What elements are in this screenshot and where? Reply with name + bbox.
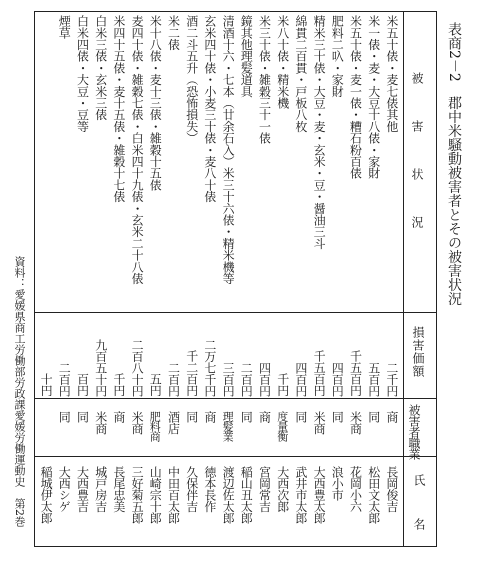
header-amount: 損害価額 (411, 326, 425, 378)
damage-cell: 精米三十俵・大豆・麦・玄米・豆・醤油三斗 (312, 15, 327, 250)
damage-cell: 麦四十俵・雑穀七俵・白米四十九俵・玄米二十八俵 (130, 15, 145, 285)
amount-cell: 三百円 (221, 361, 236, 396)
damage-cell: 米五十俵・麦七俵其他 (384, 15, 399, 133)
name-cell: 松田文太郎 (366, 466, 381, 524)
name-cell: 大西シゲ (57, 466, 72, 512)
name-cell: 徳本長作 (202, 466, 217, 512)
amount-cell: 四百円 (330, 361, 345, 396)
name-cell: 山崎宗十郎 (148, 466, 163, 524)
name-cell: 三好菊五郎 (130, 466, 145, 524)
amount-cell: 二百円 (239, 361, 254, 396)
damage-cell: 米十八俵・麦十三俵・雑穀十五俵 (148, 15, 163, 191)
name-cell: 大西豊太郎 (312, 466, 327, 524)
damage-cell: 煙草 (57, 15, 72, 39)
damage-cell: 米四十五俵・麦十五俵・雑穀十七俵 (111, 15, 126, 203)
name-cell: 久保伴吉 (184, 466, 199, 512)
occupation-cell: 理髪業 (221, 411, 235, 441)
name-cell: 稲山丑太郎 (239, 466, 254, 524)
name-cell: 渡辺佐太郎 (221, 466, 236, 524)
occupation-cell: 同 (184, 411, 199, 423)
amount-cell: 二千円 (384, 361, 399, 396)
occupation-cell: 商 (111, 411, 126, 423)
occupation-cell: 商 (384, 411, 399, 423)
occupation-cell: 度量衡 (275, 411, 289, 441)
damage-cell: 玄米四十俵・小麦三十俵・麦八十俵 (202, 15, 217, 203)
amount-cell: 千五百円 (348, 350, 363, 396)
occupation-cell: 同 (57, 411, 72, 423)
amount-cell: 五百円 (366, 361, 381, 396)
amount-cell: 二百円 (166, 361, 181, 396)
occupation-cell: 米商 (348, 411, 363, 434)
name-cell: 花岡小六 (348, 466, 363, 512)
occupation-cell: 酒店 (166, 411, 181, 434)
amount-cell: 四百円 (257, 361, 272, 396)
name-cell: 宮岡常吉 (257, 466, 272, 512)
occupation-cell: 商 (257, 411, 272, 423)
amount-cell: 九百五十円 (93, 338, 108, 396)
occupation-cell: 肥料商 (148, 411, 162, 441)
occupation-cell: 米商 (130, 411, 145, 434)
damage-cell: 肥料二叺・家財 (330, 15, 345, 97)
header-occupation: 被害者職業 (407, 404, 421, 459)
name-cell: 大西豊吉 (75, 466, 90, 512)
name-cell: 大西次郎 (275, 466, 290, 512)
damage-table (34, 11, 437, 547)
occupation-cell: 米商 (312, 411, 327, 434)
occupation-cell: 同 (366, 411, 381, 423)
source-note: 資料：愛媛県商工労働部労政課愛媛労働運動史 第2巻 (13, 256, 26, 527)
header-column-divider (403, 12, 404, 546)
damage-cell: 米五十俵・麦一俵・糟石粉百俵 (348, 15, 363, 179)
damage-cell: 米二俵 (166, 15, 181, 51)
damage-cell: 米一俵・麦・大豆十八俵・家財 (366, 15, 381, 179)
damage-cell: 米八十俵・精米機 (275, 15, 290, 109)
occupation-cell: 同 (293, 411, 308, 423)
occupation-cell: 米商 (93, 411, 108, 434)
amount-cell: 四百円 (293, 361, 308, 396)
amount-cell: 五円 (148, 373, 163, 396)
occupation-cell: 同 (330, 411, 345, 423)
occupation-cell: 同 (239, 411, 254, 423)
damage-cell: 米三十俵・雑穀三十一俵 (257, 15, 272, 144)
damage-cell: 清酒十六・七本（廿余石入）米三十六俵・精米機等 (221, 15, 236, 285)
name-cell: 長尾忠美 (111, 466, 126, 512)
occupation-cell: 商 (202, 411, 217, 423)
amount-cell: 二万七千円 (202, 338, 217, 396)
divider-amount-occupation (35, 398, 436, 399)
amount-cell: 千円 (275, 373, 290, 396)
amount-cell: 千円 (111, 373, 126, 396)
damage-cell: 綿貫二百貫・戸板八枚 (293, 15, 308, 133)
table-title: 表商2－2 郡中米騒動被害者とその被害状況 (446, 22, 462, 306)
damage-cell: 白米四俵・大豆・豆等 (75, 15, 90, 133)
damage-cell: 白米三俵・玄米三俵 (93, 15, 108, 121)
amount-cell: 十円 (39, 373, 54, 396)
name-cell: 城戸房吉 (93, 466, 108, 512)
occupation-cell: 同 (75, 411, 90, 423)
amount-cell: 百円 (75, 373, 90, 396)
amount-cell: 二百八十円 (130, 338, 145, 396)
amount-cell: 千二百円 (184, 350, 199, 396)
damage-cell: 鏡其他理髪道具 (239, 15, 254, 97)
name-cell: 稲城伊太郎 (39, 466, 54, 524)
damage-cell: 酒二斗五升（恐怖損失） (184, 15, 199, 144)
name-cell: 中田百太郎 (166, 466, 181, 524)
divider-occupation-name (35, 456, 436, 457)
header-damage: 被 害 状 況 (410, 72, 424, 240)
name-cell: 長岡俊吉 (384, 466, 399, 512)
name-cell: 浪小市 (330, 466, 345, 501)
header-name: 氏 名 (412, 474, 426, 540)
amount-cell: 千五百円 (312, 350, 327, 396)
divider-damage-amount (35, 312, 436, 313)
name-cell: 武井市太郎 (293, 466, 308, 524)
amount-cell: 二百円 (57, 361, 72, 396)
